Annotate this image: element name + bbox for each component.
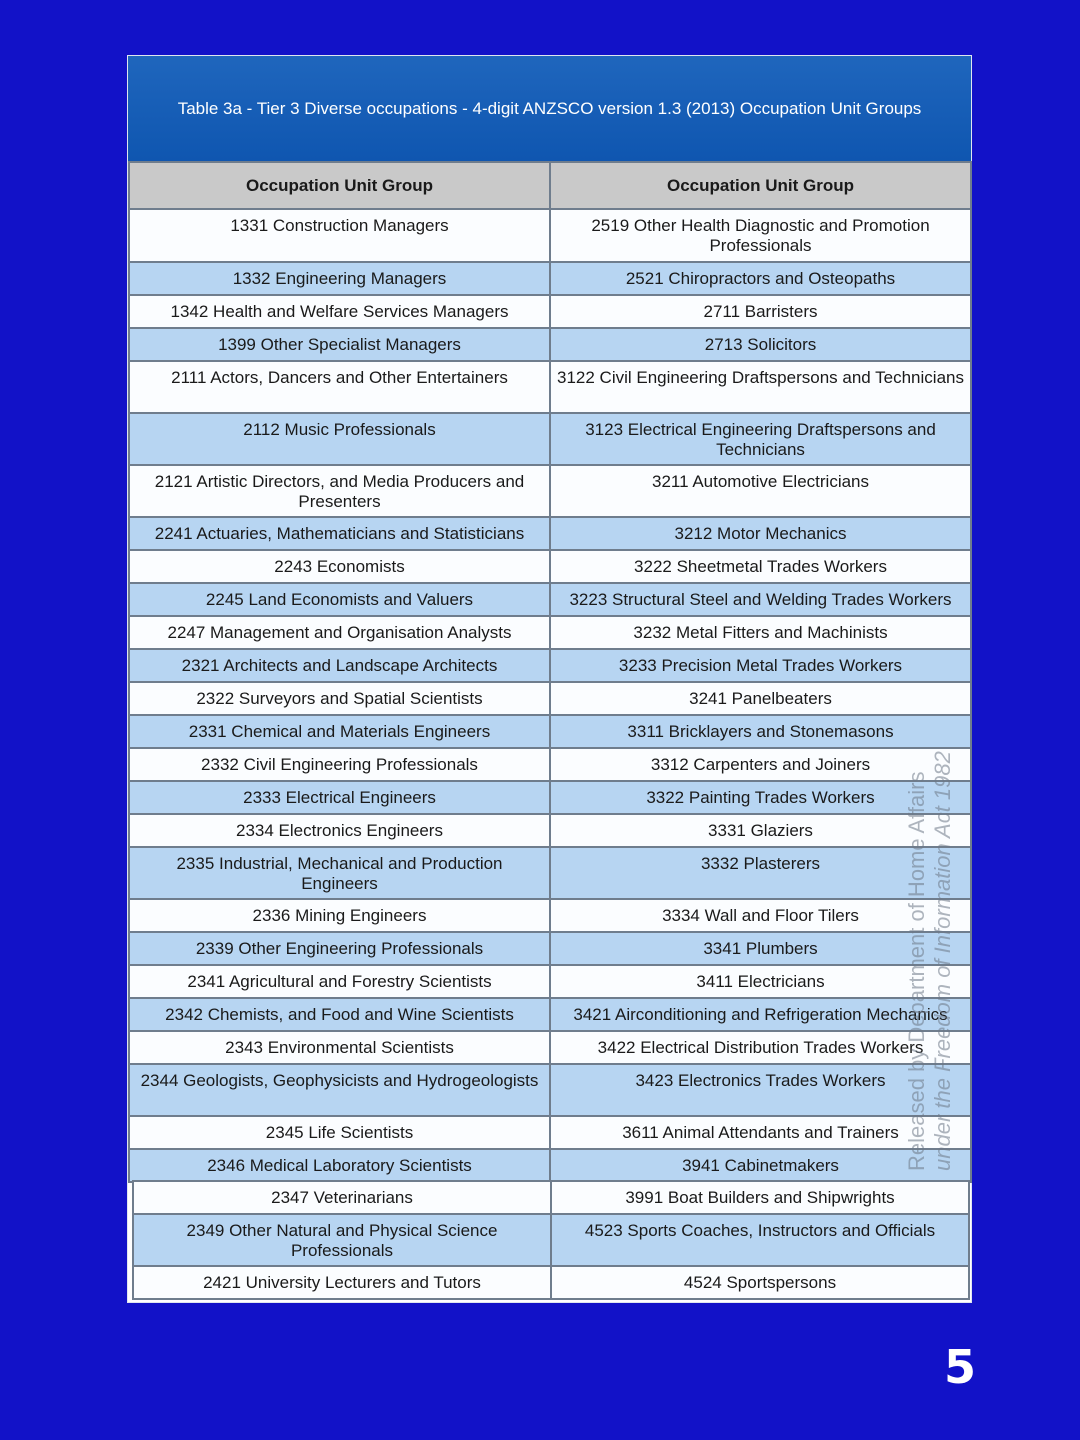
- table-title: Table 3a - Tier 3 Diverse occupations - 4-digit ANZSCO version 1.3 (2013) Occupation Unit Groups: [128, 56, 971, 161]
- occupation-table-continued: [132, 1180, 970, 1300]
- table-cell-left: 2321 Architects and Landscape Architects: [129, 649, 550, 682]
- table-row: [129, 998, 971, 1031]
- table-cell-left: 1399 Other Specialist Managers: [129, 328, 550, 361]
- table-cell-right: 2519 Other Health Diagnostic and Promotion Professionals: [550, 209, 971, 262]
- table-cell-left: 1331 Construction Managers: [129, 209, 550, 262]
- table-row: [129, 465, 971, 517]
- table-cell-left: 2247 Management and Organisation Analysts: [129, 616, 550, 649]
- table-cell-right: 4523 Sports Coaches, Instructors and Officials: [551, 1214, 969, 1266]
- table-cell-right: 3341 Plumbers: [550, 932, 971, 965]
- table-cell-left: 2346 Medical Laboratory Scientists: [129, 1149, 550, 1182]
- table-row: [133, 1214, 969, 1266]
- table-row: [129, 616, 971, 649]
- table-cell-left: 2342 Chemists, and Food and Wine Scientists: [129, 998, 550, 1031]
- table-cell-left: 1332 Engineering Managers: [129, 262, 550, 295]
- table-row: [129, 932, 971, 965]
- table-row: [129, 781, 971, 814]
- table-cell-right: 3322 Painting Trades Workers: [550, 781, 971, 814]
- table-row: [129, 814, 971, 847]
- table-cell-left: 2121 Artistic Directors, and Media Producers and Presenters: [129, 465, 550, 517]
- table-row: [129, 748, 971, 781]
- table-cell-left: 2341 Agricultural and Forestry Scientists: [129, 965, 550, 998]
- table-cell-left: 2421 University Lecturers and Tutors: [133, 1266, 551, 1299]
- table-row: [129, 295, 971, 328]
- table-cell-left: 2332 Civil Engineering Professionals: [129, 748, 550, 781]
- occupation-table: [128, 161, 972, 1183]
- table-cell-left: 2349 Other Natural and Physical Science Professionals: [133, 1214, 551, 1266]
- table-header-row: [129, 162, 971, 209]
- table-row: [129, 715, 971, 748]
- table-row: [129, 550, 971, 583]
- page-number: 5: [943, 1340, 976, 1394]
- table-cell-left: 2243 Economists: [129, 550, 550, 583]
- table-cell-right: 3332 Plasterers: [550, 847, 971, 899]
- table-row: [129, 682, 971, 715]
- document-sheet: [127, 55, 972, 1303]
- table-cell-right: 3212 Motor Mechanics: [550, 517, 971, 550]
- table-cell-right: 3941 Cabinetmakers: [550, 1149, 971, 1182]
- table-row: [129, 328, 971, 361]
- table-cell-left: 2331 Chemical and Materials Engineers: [129, 715, 550, 748]
- table-row: [133, 1266, 969, 1299]
- table-row: [133, 1181, 969, 1214]
- table-cell-left: 2343 Environmental Scientists: [129, 1031, 550, 1064]
- table-row: [129, 262, 971, 295]
- watermark-line-1: Released by Department of Home Affairs: [904, 771, 929, 1171]
- table-cell-left: 2333 Electrical Engineers: [129, 781, 550, 814]
- table-cell-right: 3311 Bricklayers and Stonemasons: [550, 715, 971, 748]
- table-row: [129, 583, 971, 616]
- table-row: [129, 1149, 971, 1182]
- table-cell-left: 2112 Music Professionals: [129, 413, 550, 465]
- table-row: [129, 965, 971, 998]
- table-cell-right: 3331 Glaziers: [550, 814, 971, 847]
- column-header-right: Occupation Unit Group: [550, 162, 971, 209]
- table-cell-left: 2347 Veterinarians: [133, 1181, 551, 1214]
- table-cell-left: 2339 Other Engineering Professionals: [129, 932, 550, 965]
- table-cell-left: 2334 Electronics Engineers: [129, 814, 550, 847]
- table-row: [129, 1031, 971, 1064]
- table-cell-left: 2111 Actors, Dancers and Other Entertainers: [129, 361, 550, 413]
- table-cell-right: 3241 Panelbeaters: [550, 682, 971, 715]
- table-cell-right: 4524 Sportspersons: [551, 1266, 969, 1299]
- watermark-line-2: under the Freedom of Information Act 1982: [930, 751, 955, 1171]
- table-cell-right: 3334 Wall and Floor Tilers: [550, 899, 971, 932]
- table-row: [129, 361, 971, 413]
- table-cell-left: 2335 Industrial, Mechanical and Production Engineers: [129, 847, 550, 899]
- table-cell-right: 3422 Electrical Distribution Trades Workers: [550, 1031, 971, 1064]
- table-cell-right: 3233 Precision Metal Trades Workers: [550, 649, 971, 682]
- table-cell-right: 3223 Structural Steel and Welding Trades Workers: [550, 583, 971, 616]
- table-cell-left: 2322 Surveyors and Spatial Scientists: [129, 682, 550, 715]
- table-cell-right: 3123 Electrical Engineering Draftspersons and Technicians: [550, 413, 971, 465]
- table-cell-right: 3421 Airconditioning and Refrigeration Mechanics: [550, 998, 971, 1031]
- table-cell-right: 2711 Barristers: [550, 295, 971, 328]
- table-row: [129, 899, 971, 932]
- table-cell-right: 3611 Animal Attendants and Trainers: [550, 1116, 971, 1149]
- table-row: [129, 1064, 971, 1116]
- table-cell-right: 3122 Civil Engineering Draftspersons and Technicians: [550, 361, 971, 413]
- table-cell-left: 1342 Health and Welfare Services Managers: [129, 295, 550, 328]
- table-cell-left: 2336 Mining Engineers: [129, 899, 550, 932]
- table-row: [129, 1116, 971, 1149]
- table-cell-right: 2521 Chiropractors and Osteopaths: [550, 262, 971, 295]
- table-row: [129, 517, 971, 550]
- table-cell-left: 2241 Actuaries, Mathematicians and Statisticians: [129, 517, 550, 550]
- table-cell-right: 3991 Boat Builders and Shipwrights: [551, 1181, 969, 1214]
- table-row: [129, 649, 971, 682]
- table-cell-right: 2713 Solicitors: [550, 328, 971, 361]
- table-cell-right: 3312 Carpenters and Joiners: [550, 748, 971, 781]
- table-row: [129, 847, 971, 899]
- column-header-left: Occupation Unit Group: [129, 162, 550, 209]
- table-cell-right: 3232 Metal Fitters and Machinists: [550, 616, 971, 649]
- table-cell-right: 3423 Electronics Trades Workers: [550, 1064, 971, 1116]
- table-row: [129, 209, 971, 262]
- table-cell-left: 2344 Geologists, Geophysicists and Hydrogeologists: [129, 1064, 550, 1116]
- table-cell-left: 2245 Land Economists and Valuers: [129, 583, 550, 616]
- table-cell-right: 3222 Sheetmetal Trades Workers: [550, 550, 971, 583]
- table-cell-right: 3411 Electricians: [550, 965, 971, 998]
- table-row: [129, 413, 971, 465]
- table-cell-right: 3211 Automotive Electricians: [550, 465, 971, 517]
- table-cell-left: 2345 Life Scientists: [129, 1116, 550, 1149]
